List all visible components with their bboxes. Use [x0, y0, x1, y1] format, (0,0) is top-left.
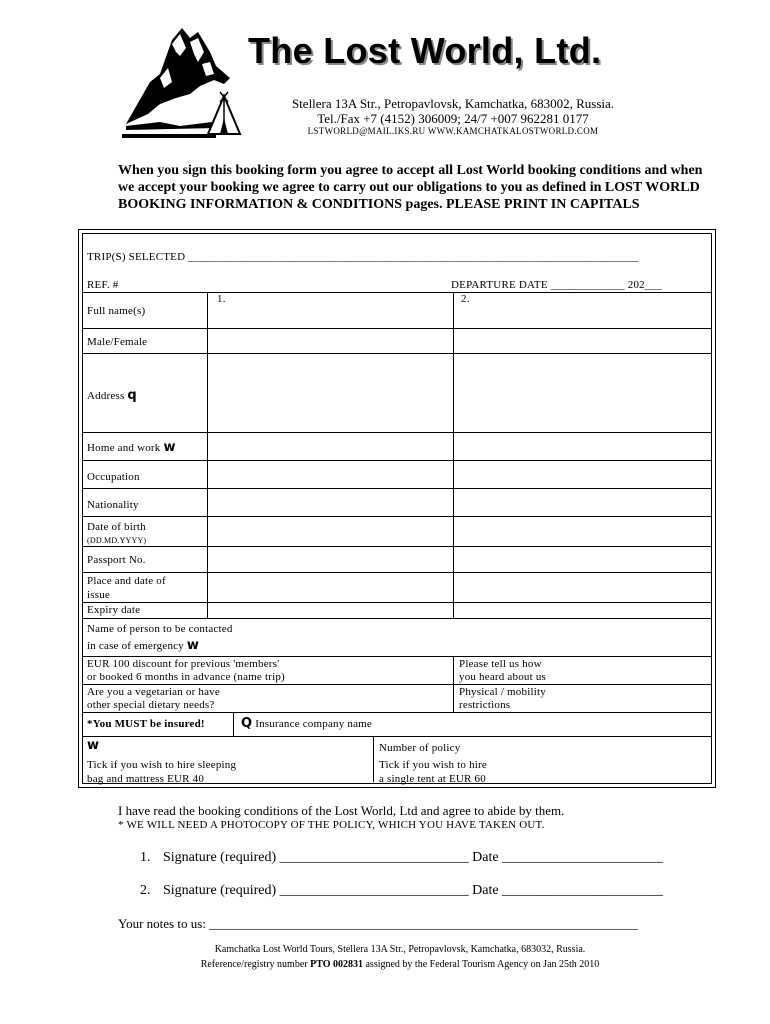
heard-about-label: Please tell us how: [459, 658, 542, 670]
phone-icon: q: [127, 388, 137, 403]
male-female-label: Male/Female: [87, 336, 148, 348]
discount-label-2: or booked 6 months in advance (name trip): [87, 671, 285, 683]
address-label: Address q: [87, 388, 137, 403]
home-work-label: Home and work w: [87, 440, 176, 455]
signature-1-number: 1.: [140, 850, 151, 865]
signature-1-field[interactable]: Signature (required) ___________________________ Date _______________________: [163, 850, 664, 865]
place-date-issue-label: Place and date of: [87, 575, 166, 587]
mountain-tent-logo: [120, 22, 255, 140]
trips-selected-field[interactable]: TRIP(S) SELECTED _______________________________________________________________________________: [87, 251, 639, 263]
policy-phone-label: [87, 739, 99, 753]
registry-number: PTO 002831: [310, 959, 363, 970]
phone-icon: w: [87, 738, 100, 753]
phone-icon: w: [163, 440, 176, 455]
company-title: The Lost World, Ltd.: [248, 30, 602, 71]
company-contacts: LSTWORLD@MAIL.IKS.RU WWW.KAMCHATKALOSTWORLD.COM: [307, 126, 599, 136]
sleeping-bag-label-2: bag and mattress EUR 40: [87, 773, 205, 785]
photocopy-note: * WE WILL NEED A PHOTOCOPY OF THE POLICY, WHICH YOU HAVE TAKEN OUT.: [118, 819, 545, 831]
tent-label-2: a single tent at EUR 60: [379, 773, 486, 785]
signature-2-number: 2.: [140, 883, 151, 898]
column-2-label: 2.: [461, 293, 470, 305]
occupation-label: Occupation: [87, 471, 140, 483]
mobility-label: Physical / mobility: [459, 686, 546, 698]
passport-label: Passport No.: [87, 554, 146, 566]
departure-date-field[interactable]: DEPARTURE DATE _____________ 202___: [451, 279, 662, 291]
mobility-label-2: restrictions: [459, 699, 511, 711]
vegetarian-label: Are you a vegetarian or have: [87, 686, 220, 698]
place-date-issue-label-2: issue: [87, 589, 110, 601]
booking-terms-intro: When you sign this booking form you agree to accept all Lost World booking conditions and when we accept your booking we agree to carry out our obligations to you as defined in LOST WORLD BOOKING INFORMATION & CONDITIONS pages. PLEASE PRINT IN CAPITALS: [118, 163, 703, 212]
ref-number-label: REF. #: [87, 279, 119, 291]
company-phone: Tel./Fax +7 (4152) 306009; 24/7 +007 962281 0177: [317, 111, 589, 126]
vegetarian-label-2: other special dietary needs?: [87, 699, 215, 711]
discount-label: EUR 100 discount for previous 'members': [87, 658, 280, 670]
dob-format-hint: (DD.MD.YYYY): [87, 536, 147, 545]
policy-number-label: Number of policy: [379, 742, 461, 754]
company-address: Stellera 13A Str., Petropavlovsk, Kamchatka, 683002, Russia.: [291, 96, 615, 111]
tent-label[interactable]: Tick if you wish to hire: [379, 759, 487, 771]
emergency-contact-label-2: in case of emergency w: [87, 638, 200, 653]
phone-icon: w: [186, 638, 200, 653]
footer-address: Kamchatka Lost World Tours, Stellera 13A Str., Petropavlovsk, Kamchatka, 683032, Russia.: [214, 944, 586, 955]
heard-about-label-2: you heard about us: [459, 671, 546, 683]
read-conditions-text: I have read the booking conditions of the Lost World, Ltd and agree to abide by them.: [118, 803, 565, 818]
insurance-company-label: Q Insurance company name: [241, 716, 373, 731]
nationality-label: Nationality: [87, 499, 139, 511]
sleeping-bag-label[interactable]: Tick if you wish to hire sleeping: [87, 759, 237, 771]
column-1-label: 1.: [217, 293, 226, 305]
must-insured-label: *You MUST be insured!: [87, 718, 205, 730]
date-of-birth-label: Date of birth: [87, 521, 146, 533]
signature-2-field[interactable]: Signature (required) ___________________________ Date _______________________: [163, 883, 664, 898]
booking-form: [78, 229, 716, 788]
expiry-date-label: Expiry date: [87, 604, 141, 616]
notes-field[interactable]: Your notes to us: __________________________________________________________________: [118, 916, 639, 931]
emergency-contact-label: Name of person to be contacted: [87, 623, 233, 635]
footer-registry: Reference/registry number PTO 002831 assigned by the Federal Tourism Agency on Jan 25th 2010: [200, 959, 600, 970]
shield-icon: Q: [241, 716, 253, 731]
full-name-label: Full name(s): [87, 305, 146, 317]
